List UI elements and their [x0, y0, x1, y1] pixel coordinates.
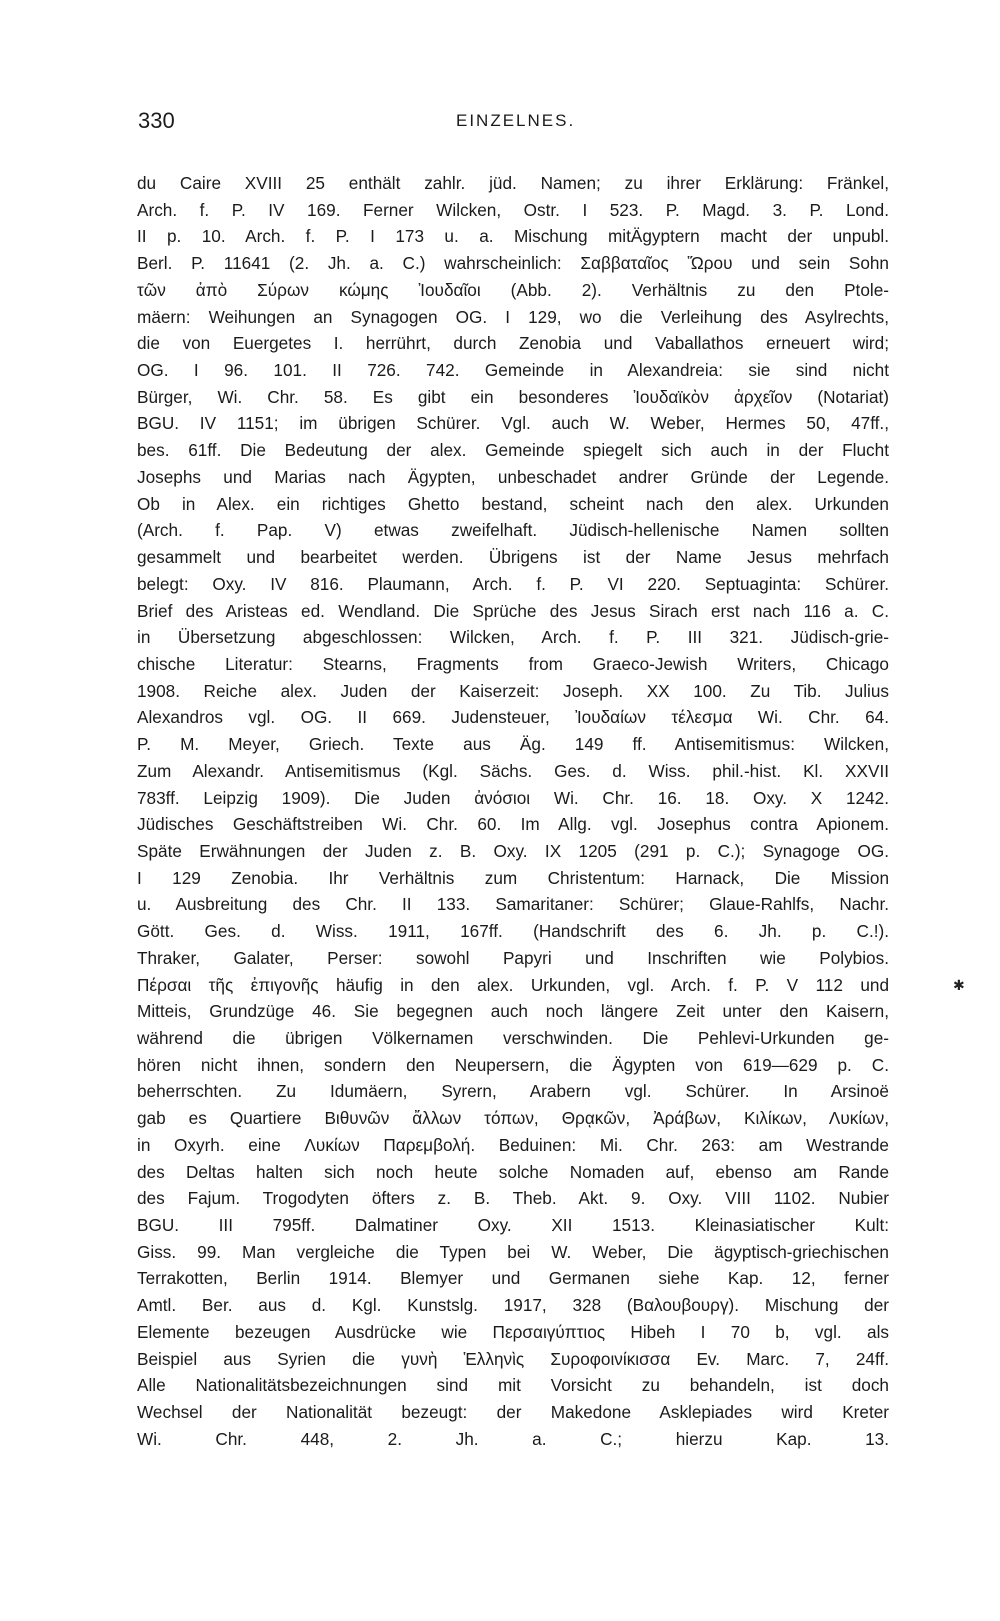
text-line: Mitteis, Grundzüge 46. Sie begegnen auch noch längere Zeit unter den Kaisern,: [137, 1001, 889, 1022]
text-line: I 129 Zenobia. Ihr Verhältnis zum Christentum: Harnack, Die Mission: [137, 867, 889, 888]
text-line: mäern: Weihungen an Synagogen OG. I 129, wo die Verleihung des Asylrechts,: [137, 306, 889, 327]
text-line: Elemente bezeugen Ausdrücke wie Περσαιγύπτιος Hibeh I 70 b, vgl. als: [137, 1321, 889, 1342]
body-text: [137, 170, 889, 1479]
text-line: Thraker, Galater, Perser: sowohl Papyri und Inschriften wie Polybios.: [137, 947, 889, 968]
text-line: bes. 61ff. Die Bedeutung der alex. Gemeinde spiegelt sich auch in der Flucht: [137, 440, 889, 461]
text-line: [137, 1453, 889, 1480]
text-line: Amtl. Ber. aus d. Kgl. Kunstslg. 1917, 328 (Βαλουβουργ). Mischung der: [137, 1295, 889, 1316]
text-line: 783ff. Leipzig 1909). Die Juden ἀνόσιοι Wi. Chr. 16. 18. Oxy. X 1242.: [137, 787, 889, 808]
text-line: gesammelt und bearbeitet werden. Übrigens ist der Name Jesus mehrfach: [137, 547, 889, 568]
text-line: beherrschten. Zu Idumäern, Syrern, Arabern vgl. Schürer. In Arsinoë: [137, 1081, 889, 1102]
text-line: BGU. III 795ff. Dalmatiner Oxy. XII 1513. Kleinasiatischer Kult:: [137, 1215, 889, 1236]
page-header: [138, 108, 870, 138]
text-line: die von Euergetes I. herrührt, durch Zenobia und Vaballathos erneuert wird;: [137, 333, 889, 354]
running-head: EINZELNES.: [456, 111, 576, 130]
text-line: u. Ausbreitung des Chr. II 133. Samaritaner: Schürer; Glaue-Rahlfs, Nachr.: [137, 894, 889, 915]
text-line: chische Literatur: Stearns, Fragments from Graeco-Jewish Writers, Chicago: [137, 653, 889, 674]
text-line: Giss. 99. Man vergleiche die Typen bei W. Weber, Die ägyptisch-griechischen: [137, 1241, 889, 1262]
text-line: während die übrigen Völkernamen verschwinden. Die Pehlevi-Urkunden ge-: [137, 1028, 889, 1048]
text-line: Zum Alexandr. Antisemitismus (Kgl. Sächs. Ges. d. Wiss. phil.-hist. Kl. XXVII: [137, 760, 889, 781]
text-line: Berl. P. 11641 (2. Jh. a. C.) wahrscheinlich: Σαββαταῖος Ὥρου und sein Sohn: [137, 253, 889, 274]
text-line: τῶν ἀπὸ Σύρων κώμης Ἰουδαῖοι (Abb. 2). Verhältnis zu den Ptole-: [137, 279, 889, 300]
page-number: 330: [138, 108, 175, 133]
text-line: Wi. Chr. 448, 2. Jh. a. C.; hierzu Kap. 13.: [137, 1428, 889, 1449]
text-line: Josephs und Marias nach Ägypten, unbeschadet andrer Gründe der Legende.: [137, 466, 889, 487]
text-line: hören nicht ihnen, sondern den Neupersern, die Ägypten von 619—629 p. C.: [137, 1054, 889, 1075]
text-line: du Caire XVIII 25 enthält zahlr. jüd. Namen; zu ihrer Erklärung: Fränkel,: [137, 173, 889, 193]
text-line: Jüdisches Geschäftstreiben Wi. Chr. 60. Im Allg. vgl. Josephus contra Apionem.: [137, 814, 889, 835]
text-line: Brief des Aristeas ed. Wendland. Die Sprüche des Jesus Sirach erst nach 116 a. C.: [137, 600, 889, 621]
text-line: Späte Erwähnungen der Juden z. B. Oxy. IX 1205 (291 p. C.); Synagoge OG.: [137, 840, 889, 861]
text-line: II p. 10. Arch. f. P. I 173 u. a. Mischung mitÄgyptern macht der unpubl.: [137, 226, 889, 247]
text-line: des Fajum. Trogodyten öfters z. B. Theb. Akt. 9. Oxy. VIII 1102. Nubier: [137, 1188, 889, 1209]
text-line: Ob in Alex. ein richtiges Ghetto bestand, scheint nach den alex. Urkunden: [137, 493, 889, 514]
text-line: des Deltas halten sich noch heute solche Nomaden auf, ebenso am Rande: [137, 1161, 889, 1182]
text-line: Alle Nationalitätsbezeichnungen sind mit Vorsicht zu behandeln, ist doch: [137, 1375, 889, 1396]
text-line: BGU. IV 1151; im übrigen Schürer. Vgl. auch W. Weber, Hermes 50, 47ff.,: [137, 413, 889, 434]
text-line: Πέρσαι τῆς ἐπιγονῆς häufig in den alex. Urkunden, vgl. Arch. f. P. V 112 und: [137, 974, 889, 995]
margin-mark: ✱: [953, 978, 965, 994]
text-line: Beispiel aus Syrien die γυνὴ Ἑλληνὶς Συροφοινίκισσα Ev. Marc. 7, 24ff.: [137, 1348, 889, 1369]
text-line: Wechsel der Nationalität bezeugt: der Makedone Asklepiades wird Kreter: [137, 1402, 889, 1423]
text-line: Bürger, Wi. Chr. 58. Es gibt ein besonderes Ἰουδαϊκὸν ἀρχεῖον (Notariat): [137, 386, 889, 407]
text-line: in Übersetzung abgeschlossen: Wilcken, Arch. f. P. III 321. Jüdisch-grie-: [137, 627, 889, 648]
text-line: Terrakotten, Berlin 1914. Blemyer und Germanen siehe Kap. 12, ferner: [137, 1268, 889, 1289]
text-line: Arch. f. P. IV 169. Ferner Wilcken, Ostr. I 523. P. Magd. 3. P. Lond.: [137, 199, 889, 220]
text-line: P. M. Meyer, Griech. Texte aus Äg. 149 ff. Antisemitismus: Wilcken,: [137, 734, 889, 755]
text-line: Gött. Ges. d. Wiss. 1911, 167ff. (Handschrift des 6. Jh. p. C.!).: [137, 921, 889, 942]
text-line: 1908. Reiche alex. Juden der Kaiserzeit: Joseph. XX 100. Zu Tib. Julius: [137, 680, 889, 701]
text-line: belegt: Oxy. IV 816. Plaumann, Arch. f. P. VI 220. Septuaginta: Schürer.: [137, 573, 889, 594]
text-line: in Oxyrh. eine Λυκίων Παρεμβολή. Beduinen: Mi. Chr. 263: am Westrande: [137, 1134, 889, 1155]
text-line: (Arch. f. Pap. V) etwas zweifelhaft. Jüdisch-hellenische Namen sollten: [137, 520, 889, 541]
text-line: OG. I 96. 101. II 726. 742. Gemeinde in Alexandreia: sie sind nicht: [137, 360, 889, 381]
text-line: Alexandros vgl. OG. II 669. Judensteuer, Ἰουδαίων τέλεσμα Wi. Chr. 64.: [137, 707, 889, 728]
text-line: gab es Quartiere Βιθυνῶν ἄλλων τόπων, Θρᾳκῶν, Ἀράβων, Κιλίκων, Λυκίων,: [137, 1108, 889, 1129]
